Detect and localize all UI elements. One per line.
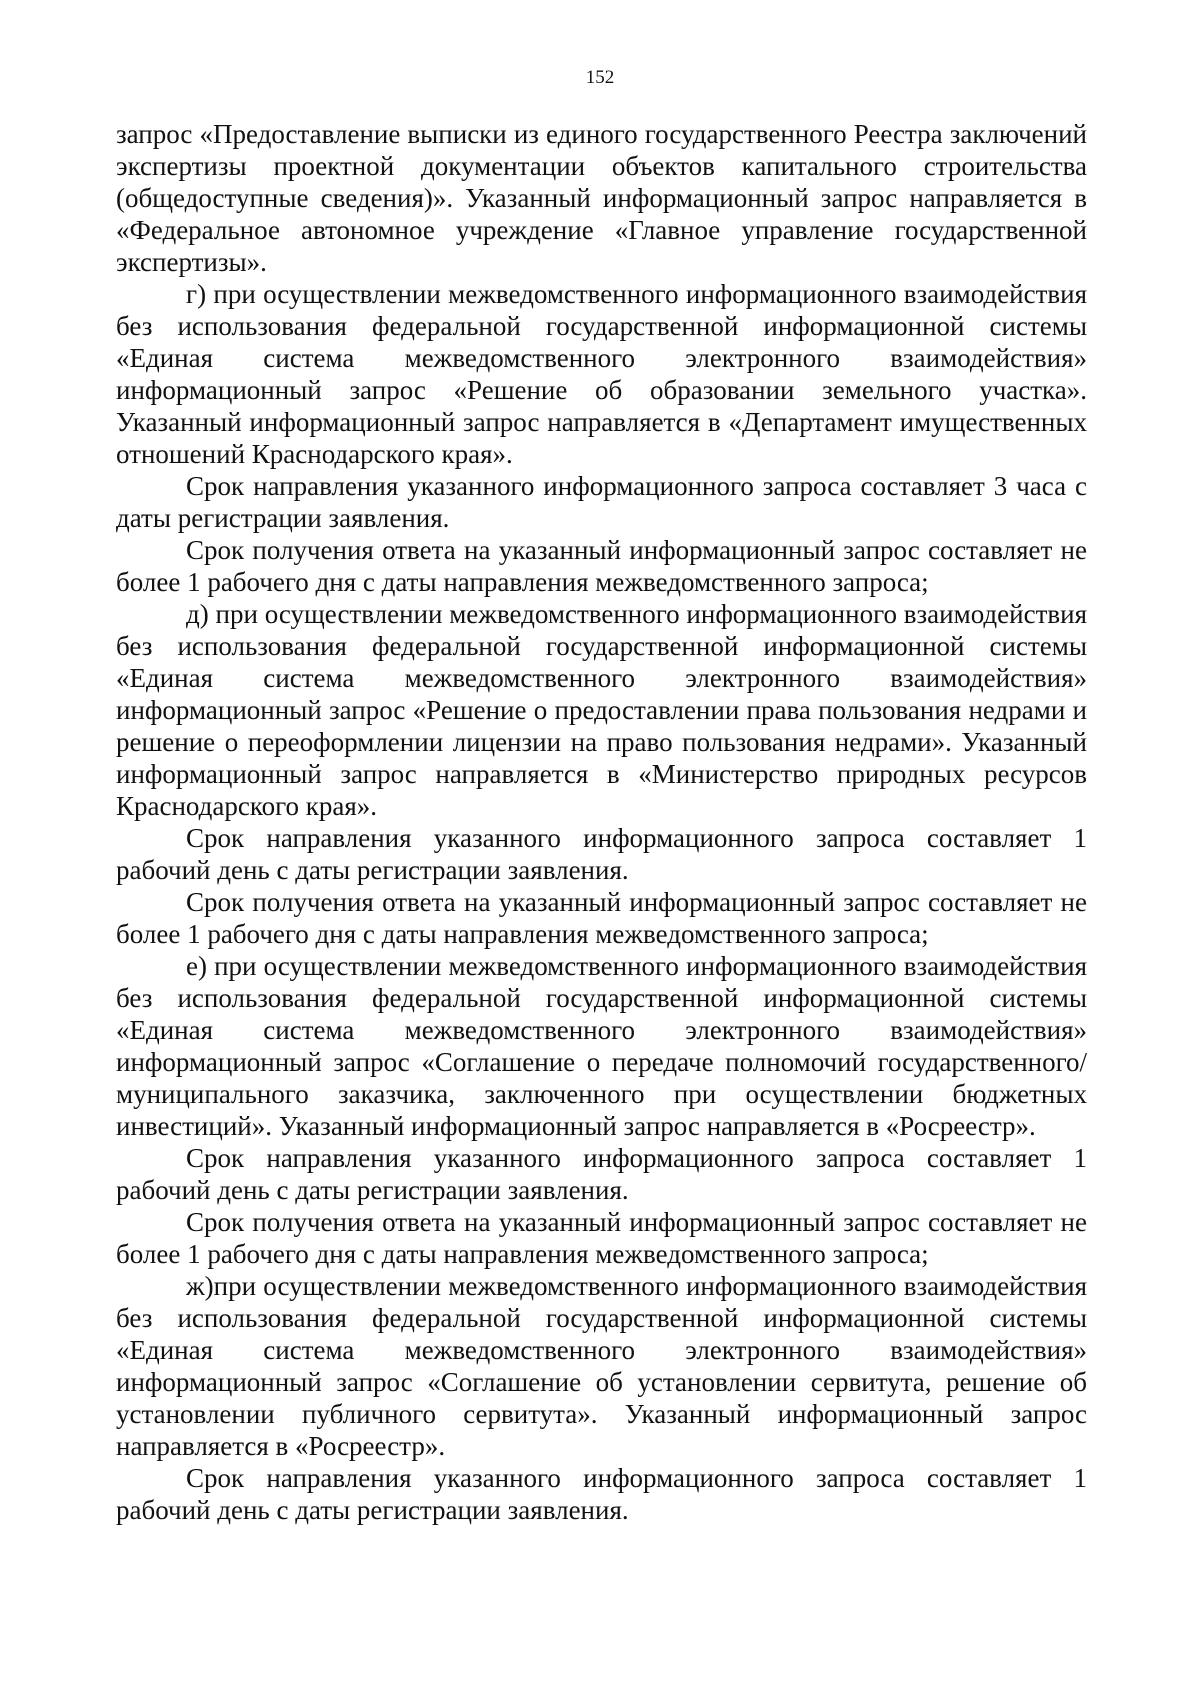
paragraph-item-e: е) при осуществлении межведомственного информационного взаимодействия без использования федеральной государственной информационной системы «Единая система межведомственного электронного взаимодействия» информационный запрос «Соглашение о передаче полномочий государственного/ муниципального заказчика, заключенного при осуществлении бюджетных инвестиций». Указанный информационный запрос направляется в «Росреестр». <box>116 951 1087 1141</box>
paragraph-send-deadline-zh: Срок направления указанного информационного запроса составляет 1 рабочий день с даты регистрации заявления. <box>116 1463 1087 1525</box>
paragraph-response-deadline-d: Срок получения ответа на указанный информационный запрос составляет не более 1 рабочего дня с даты направления межведомственного запроса; <box>116 887 1087 949</box>
paragraph-response-deadline-g: Срок получения ответа на указанный информационный запрос составляет не более 1 рабочего дня с даты направления межведомственного запроса; <box>116 535 1087 597</box>
paragraph-response-deadline-e: Срок получения ответа на указанный информационный запрос составляет не более 1 рабочего дня с даты направления межведомственного запроса; <box>116 1207 1087 1269</box>
page-number: 152 <box>585 67 615 88</box>
paragraph-item-d: д) при осуществлении межведомственного информационного взаимодействия без использования федеральной государственной информационной системы «Единая система межведомственного электронного взаимодействия» информационный запрос «Решение о предоставлении права пользования недрами и решение о переоформлении лицензии на право пользования недрами». Указанный информационный запрос направляется в «Министерство природных ресурсов Краснодарского края». <box>116 599 1087 821</box>
paragraph-continuation: запрос «Предоставление выписки из единого государственного Реестра заключений экспертизы проектной документации объектов капитального строительства (общедоступные сведения)». Указанный информационный запрос направляется в «Федеральное автономное учреждение «Главное управление государственной экспертизы». <box>116 119 1087 277</box>
paragraph-send-deadline-d: Срок направления указанного информационного запроса составляет 1 рабочий день с даты регистрации заявления. <box>116 823 1087 885</box>
paragraph-send-deadline-g: Срок направления указанного информационного запроса составляет 3 часа с даты регистрации заявления. <box>116 471 1087 533</box>
paragraph-item-zh: ж)при осуществлении межведомственного информационного взаимодействия без использования федеральной государственной информационной системы «Единая система межведомственного электронного взаимодействия» информационный запрос «Соглашение об установлении сервитута, решение об установлении публичного сервитута». Указанный информационный запрос направляется в «Росреестр». <box>116 1271 1087 1461</box>
paragraph-send-deadline-e: Срок направления указанного информационного запроса составляет 1 рабочий день с даты регистрации заявления. <box>116 1143 1087 1205</box>
paragraph-item-g: г) при осуществлении межведомственного информационного взаимодействия без использования федеральной государственной информационной системы «Единая система межведомственного электронного взаимодействия» информационный запрос «Решение об образовании земельного участка». Указанный информационный запрос направляется в «Департамент имущественных отношений Краснодарского края». <box>116 279 1087 469</box>
document-body <box>116 118 1087 1526</box>
